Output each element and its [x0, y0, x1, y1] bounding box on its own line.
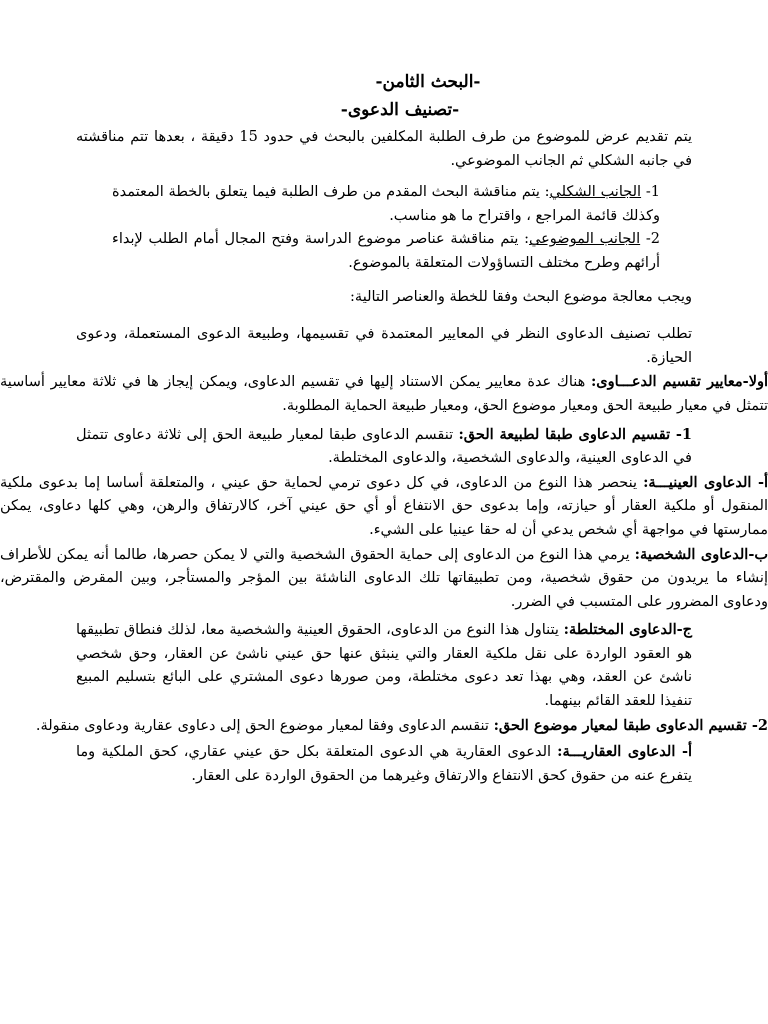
- section-heading: أولا-معايير تقسيم الدعـــاوى:: [590, 373, 768, 391]
- plan-intro: ويجب معالجة موضوع البحث وفقا للخطة والعناصر التالية:: [350, 288, 692, 305]
- section-heading: 2- تقسيم الدعاوى طبقا لمعيار موضوع الحق:: [493, 716, 768, 734]
- section-heading: أ- الدعاوى العقاريـــة:: [557, 743, 692, 761]
- section-text: يرمي هذا النوع من الدعاوى إلى حماية الحقوق الشخصية والتي لا يمكن حصرها، طالما أنه يمكن للأطراف إنشاء ما يريدون من حقوق شخصية، ومن تطبيقاتها تلك الدعاوى الناشئة بين المؤجر والمستأجر، وبين المقرض والمقترض، ودعاوى المضرور على المتسبب في الضرر.: [0, 546, 768, 610]
- list-item-formal: [112, 181, 660, 228]
- section-text: الدعوى العقارية هي الدعوى المتعلقة بكل حق عيني عقاري، كحق الملكية وما يتفرع عنه من حقوق كحق الانتفاع والارتفاق وغيرهما من الحقوق الواردة على العقار.: [76, 744, 692, 784]
- section-text: يتناول هذا النوع من الدعاوى، الحقوق العينية والشخصية معا، لذلك فنطاق تطبيقها هو العقود الواردة على نقل ملكية العقار والتي ينبثق عنها حق عيني ناشئ عن العقار، وحق شخصي ناشئ عن العقد، وهي بهذا تعد دعوى مختلطة، ومن صورها دعوى المشتري على البائع بتسليم المبيع تنفيذا للعقد القائم بينهما.: [76, 622, 692, 710]
- section-real-estate-actions: [76, 740, 692, 788]
- section-personal-actions: [0, 543, 768, 615]
- section-criteria: [0, 370, 768, 418]
- list-item-lead: الجانب الموضوعي: [529, 231, 641, 248]
- list-item-number: 2-: [640, 231, 661, 248]
- section-mixed-actions: [76, 618, 692, 713]
- section-heading: 1- تقسيم الدعاوى طبقا لطبيعة الحق:: [458, 425, 692, 443]
- section-heading: ب-الدعاوى الشخصية:: [634, 545, 768, 563]
- body-paragraph-intro: تطلب تصنيف الدعاوى النظر في المعايير المعتمدة في تقسيمها، وطبيعة الدعوى المستعملة، ودعوى الحيازة.: [76, 326, 692, 366]
- section-nature-of-right: [76, 423, 692, 471]
- intro-paragraph: يتم تقديم عرض للموضوع من طرف الطلبة المكلفين بالبحث في حدود 15 دقيقة ، بعدها تتم مناقشته في جانبه الشكلي ثم الجانب الموضوعي.: [76, 129, 692, 169]
- section-heading: ج-الدعاوى المختلطة:: [563, 621, 692, 639]
- section-text: هناك عدة معايير يمكن الاستناد إليها في تقسيم الدعاوى، ويمكن إيجاز ها في ثلاثة معايير أساسية تتمثل في معيار طبيعة الحق ومعيار موضوع الحق، ومعيار طبيعة الحماية المطلوبة.: [0, 374, 768, 414]
- section-subject-of-right: [0, 714, 768, 739]
- section-real-actions: [0, 471, 768, 543]
- section-text: ينحصر هذا النوع من الدعاوى، في كل دعوى ترمي لحماية حق عيني ، والمتعلقة أساسا إما بدعوى ملكية المنقول أو ملكية العقار أو حيازته، وإما بدعوى حق الانتفاع أو أي حق عيني آخر، كالارتفاق والرهن، وهي كلها دعاوى، يمكن ممارستها في مواجهة أي شخص يدعي أن له حقا عينيا على الشيء.: [0, 474, 768, 538]
- list-item-text: : يتم مناقشة عناصر موضوع الدراسة وفتح المجال أمام الطلب لإبداء أرائهم وطرح مختلف التساؤولات المتعلقة بالموضوع.: [112, 231, 660, 271]
- evaluation-list: [112, 181, 660, 275]
- title-block: [0, 0, 768, 124]
- section-text: تنقسم الدعاوى طبقا لمعيار طبيعة الحق إلى ثلاثة دعاوى تتمثل في الدعاوى العينية، والدعاوى الشخصية، والدعاوى المختلطة.: [76, 426, 692, 467]
- section-heading: أ- الدعاوى العينيـــة:: [643, 473, 768, 491]
- list-item-substantive: [112, 228, 660, 275]
- list-item-number: 1-: [641, 184, 660, 201]
- list-item-text: : يتم مناقشة البحث المقدم من طرف الطلبة فيما يتعلق بالخطة المعتمدة وكذلك قائمة المراجع ، واقتراح ما هو مناسب.: [112, 184, 660, 224]
- section-text: تنقسم الدعاوى وفقا لمعيار موضوع الحق إلى دعاوى عقارية ودعاوى منقولة.: [35, 717, 494, 734]
- list-item-lead: الجانب الشكلي: [549, 184, 642, 201]
- page-title: -البحث الثامن-: [375, 72, 481, 92]
- page-subtitle: -تصنيف الدعوى-: [340, 100, 460, 120]
